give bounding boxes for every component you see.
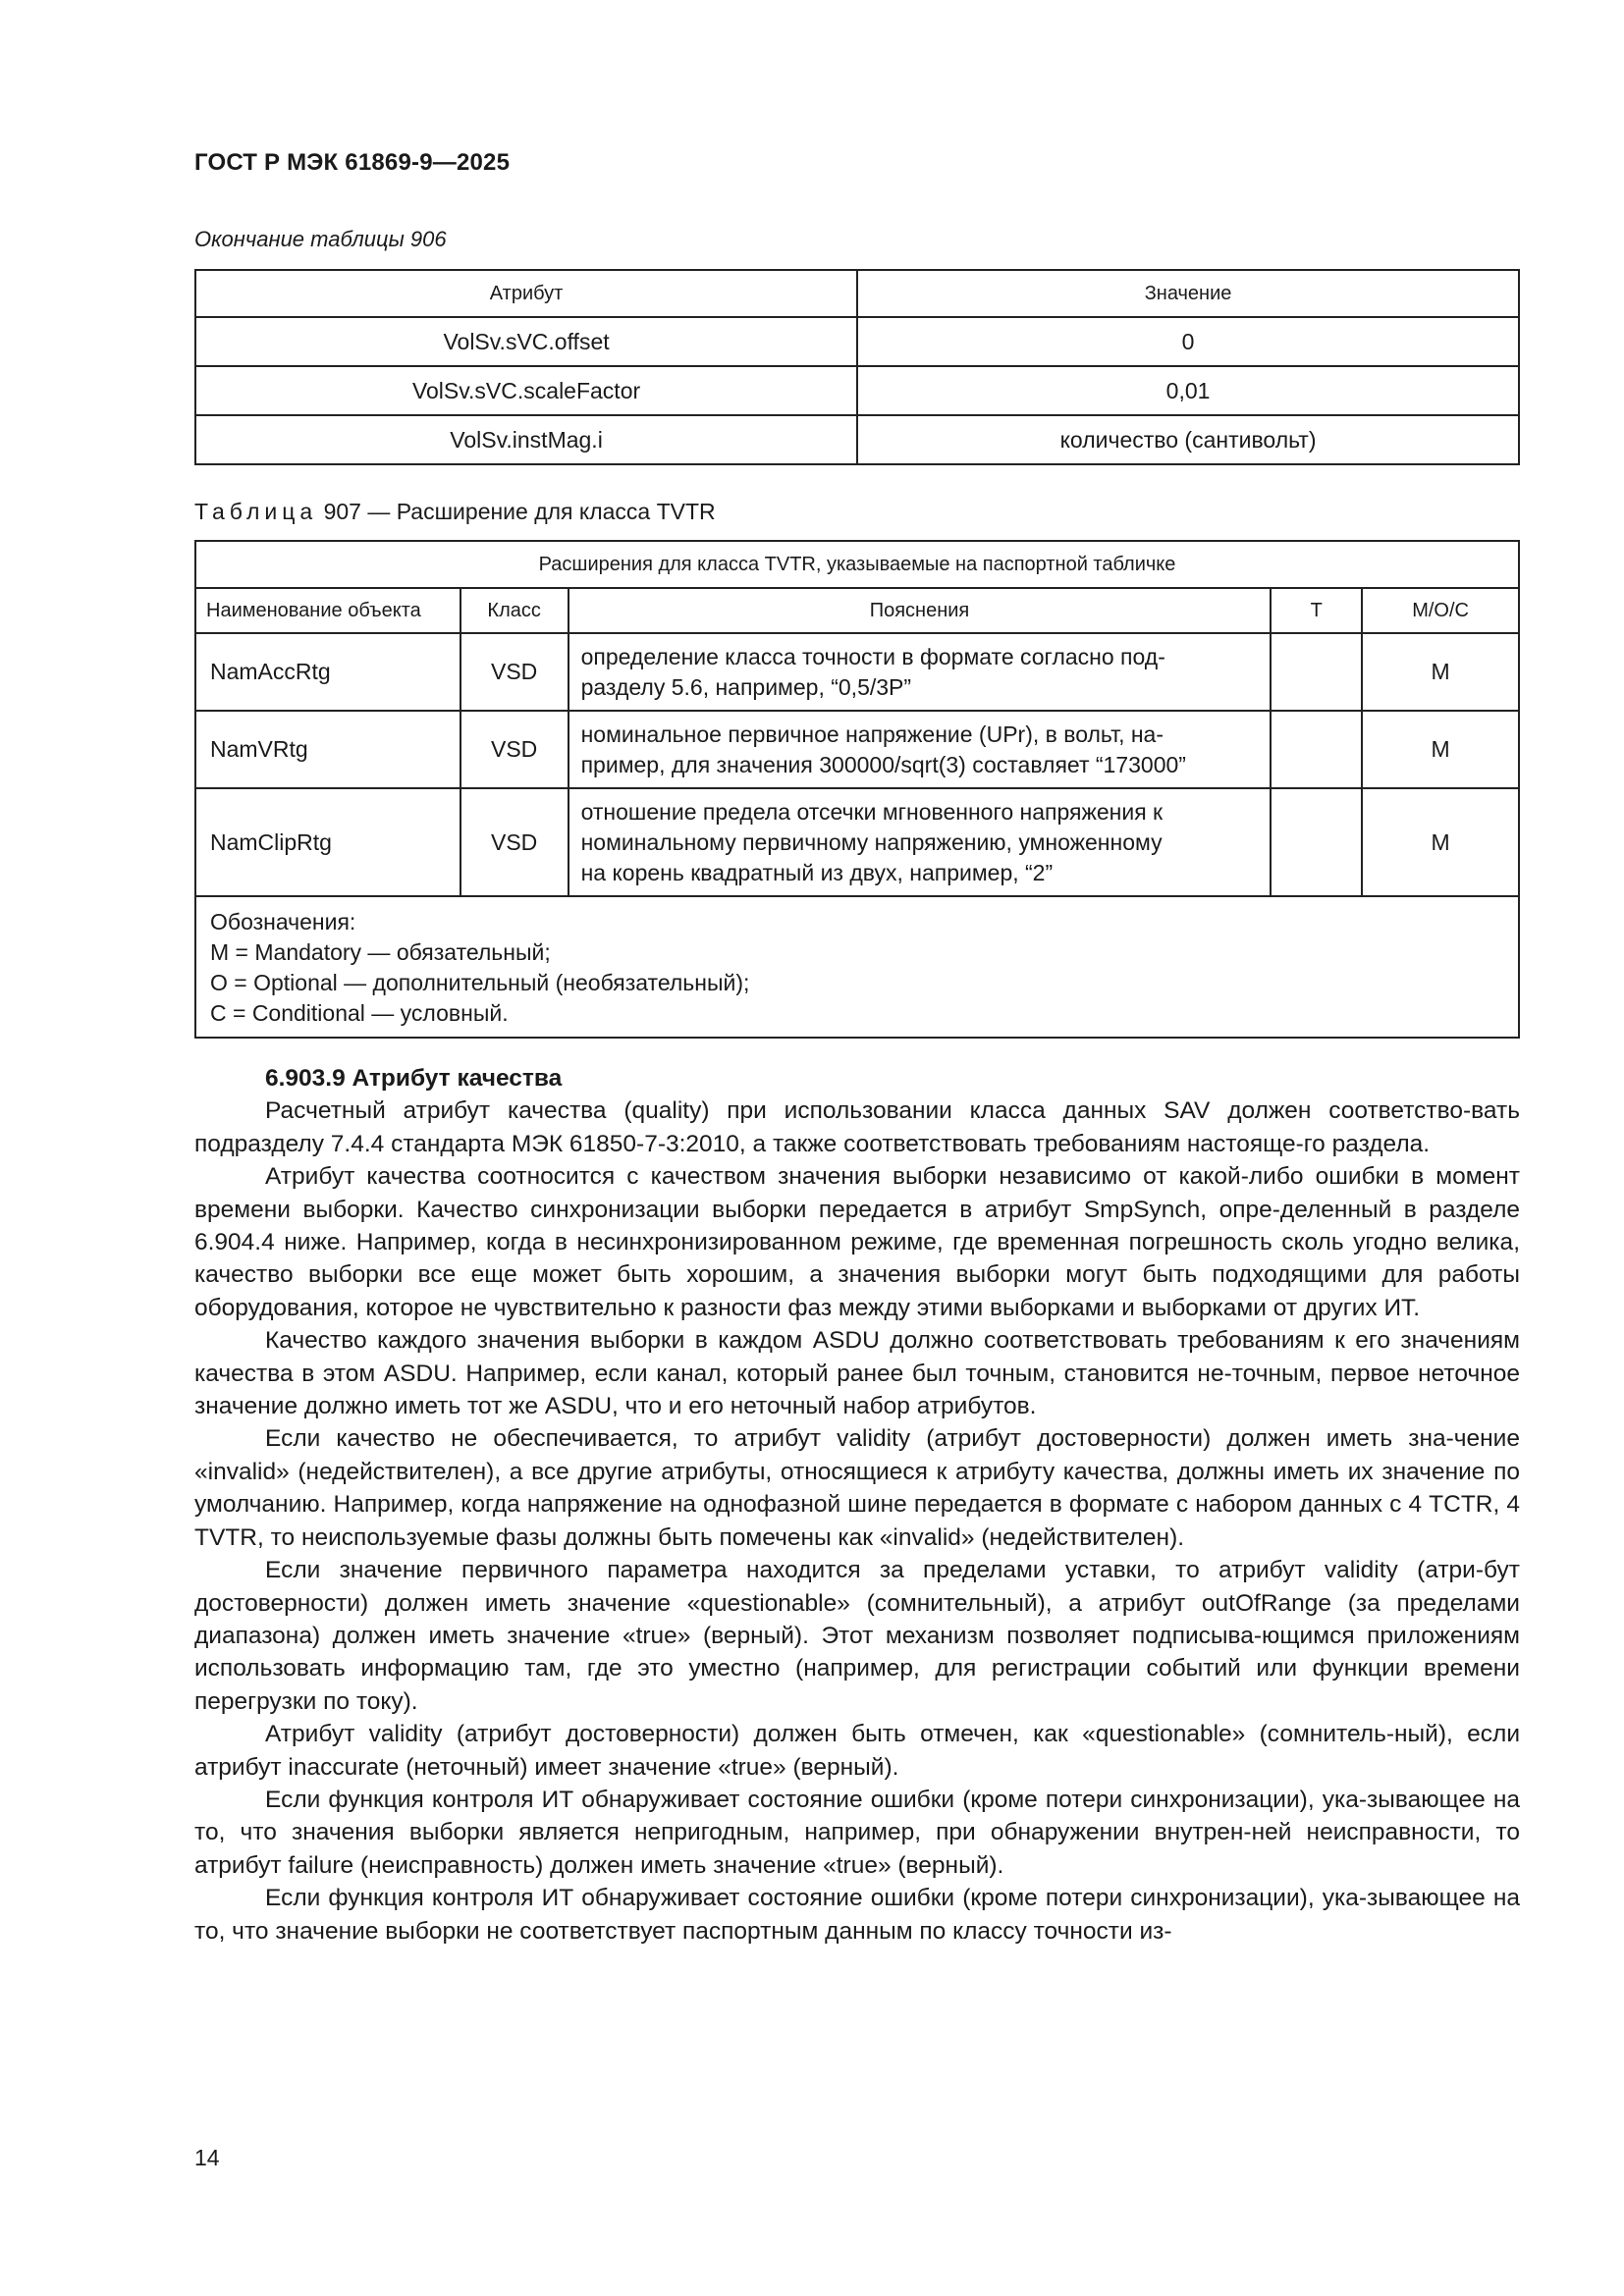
table-header-row bbox=[195, 588, 1519, 633]
column-header: Класс bbox=[460, 588, 568, 633]
explanation-line: номинальному первичному напряжению, умноженному bbox=[580, 828, 1163, 855]
column-header: Наименование объекта bbox=[195, 588, 460, 633]
table-cell: 0 bbox=[857, 317, 1519, 366]
paragraph: Если качество не обеспечивается, то атрибут validity (атрибут достоверности) должен иметь зна-чение «invalid» (недействителен), а все другие атрибуты, относящиеся к атрибуту качества, должны иметь их значение по умолчанию. Например, когда напряжение на однофазной шине передается в формате с набором данных с 4 TCTR, 4 TVTR, то неиспользуемые фазы должны быть помечены как «invalid» (недействителен). bbox=[194, 1425, 1520, 1551]
object-moc: M bbox=[1362, 711, 1519, 788]
object-explanation bbox=[568, 711, 1272, 788]
table-row bbox=[195, 633, 1519, 711]
table-title-row bbox=[195, 541, 1519, 588]
table-cell: количество (сантивольт) bbox=[857, 415, 1519, 464]
legend-line: M = Mandatory — обязательный; bbox=[210, 939, 551, 965]
section-body bbox=[194, 1062, 1520, 1948]
object-class: VSD bbox=[460, 633, 568, 711]
table-row bbox=[195, 788, 1519, 896]
column-header: Пояснения bbox=[568, 588, 1272, 633]
paragraph: Атрибут validity (атрибут достоверности) должен быть отмечен, как «questionable» (сомнитель-ный), если атрибут inaccurate (неточный) имеет значение «true» (верный). bbox=[194, 1721, 1520, 1781]
object-t bbox=[1271, 788, 1362, 896]
table-907-caption bbox=[194, 499, 716, 525]
document-header: ГОСТ Р МЭК 61869-9—2025 bbox=[194, 149, 511, 176]
object-moc: M bbox=[1362, 633, 1519, 711]
paragraph: Если значение первичного параметра находится за пределами уставки, то атрибут validity (атри-бут достоверности) должен иметь значение «questionable» (сомнительный), а атрибут outOfRange (за пределами диапазона) должен иметь значение «true» (верный). Этот механизм позволяет подписыва-ющимся приложениям использовать информацию там, где это уместно (например, для регистрации событий или функции времени перегрузки по току). bbox=[194, 1557, 1520, 1715]
table-907 bbox=[194, 540, 1520, 1039]
table-row bbox=[195, 317, 1519, 366]
table-cell: VolSv.instMag.i bbox=[195, 415, 857, 464]
explanation-line: разделу 5.6, например, “0,5/3P” bbox=[580, 673, 912, 700]
explanation-line: пример, для значения 300000/sqrt(3) составляет “173000” bbox=[580, 751, 1186, 777]
object-name: NamVRtg bbox=[195, 711, 460, 788]
section-title: 6.903.9 Атрибут качества bbox=[265, 1065, 563, 1092]
column-header: M/O/C bbox=[1362, 588, 1519, 633]
column-header: Значение bbox=[857, 270, 1519, 317]
table-cell: VolSv.sVC.offset bbox=[195, 317, 857, 366]
table-row bbox=[195, 711, 1519, 788]
table-title: Расширения для класса TVTR, указываемые на паспортной табличке bbox=[195, 541, 1519, 588]
explanation-line: отношение предела отсечки мгновенного напряжения к bbox=[580, 798, 1164, 825]
object-moc: M bbox=[1362, 788, 1519, 896]
explanation-line: на корень квадратный из двух, например, “2” bbox=[580, 859, 1054, 885]
object-name: NamClipRtg bbox=[195, 788, 460, 896]
table-907-caption-text: 907 — Расширение для класса TVTR bbox=[323, 499, 716, 524]
object-explanation bbox=[568, 633, 1272, 711]
column-header: T bbox=[1271, 588, 1362, 633]
paragraph: Если функция контроля ИТ обнаруживает состояние ошибки (кроме потери синхронизации), ука-зывающее на то, что значение выборки не соответствует паспортным данным по классу точности из- bbox=[194, 1885, 1520, 1945]
explanation-line: номинальное первичное напряжение (UPr), в вольт, на- bbox=[580, 721, 1164, 747]
object-explanation bbox=[568, 788, 1272, 896]
object-name: NamAccRtg bbox=[195, 633, 460, 711]
column-header: Атрибут bbox=[195, 270, 857, 317]
object-class: VSD bbox=[460, 788, 568, 896]
table-legend-row bbox=[195, 896, 1519, 1038]
table-906 bbox=[194, 269, 1520, 465]
page-number: 14 bbox=[194, 2145, 220, 2170]
explanation-line: определение класса точности в формате согласно под- bbox=[580, 643, 1165, 669]
table-cell: VolSv.sVC.scaleFactor bbox=[195, 366, 857, 415]
table-906-caption: Окончание таблицы 906 bbox=[194, 227, 447, 251]
object-t bbox=[1271, 711, 1362, 788]
table-legend bbox=[195, 896, 1519, 1038]
legend-line: C = Conditional — условный. bbox=[210, 1000, 509, 1026]
legend-line: Обозначения: bbox=[210, 909, 356, 934]
table-907-caption-label: Таблица bbox=[194, 499, 318, 524]
table-row bbox=[195, 415, 1519, 464]
table-cell: 0,01 bbox=[857, 366, 1519, 415]
table-header-row bbox=[195, 270, 1519, 317]
legend-line: O = Optional — дополнительный (необязательный); bbox=[210, 970, 750, 995]
table-row bbox=[195, 366, 1519, 415]
paragraph: Расчетный атрибут качества (quality) при использовании класса данных SAV должен соответство-вать подразделу 7.4.4 стандарта МЭК 61850-7-3:2010, а также соответствовать требованиям настояще-го раздела. bbox=[194, 1097, 1520, 1157]
paragraph: Качество каждого значения выборки в каждом ASDU должно соответствовать требованиям к его значениям качества в этом ASDU. Например, если канал, который ранее был точным, становится не-точным, первое неточное значение должно иметь тот же ASDU, что и его неточный набор атрибутов. bbox=[194, 1327, 1520, 1420]
object-t bbox=[1271, 633, 1362, 711]
paragraph: Если функция контроля ИТ обнаруживает состояние ошибки (кроме потери синхронизации), ука-зывающее на то, что значения выборки является непригодным, например, при обнаружении внутрен-ней неисправности, то атрибут failure (неисправность) должен иметь значение «true» (верный). bbox=[194, 1786, 1520, 1879]
object-class: VSD bbox=[460, 711, 568, 788]
paragraph: Атрибут качества соотносится с качеством значения выборки независимо от какой-либо ошибки в момент времени выборки. Качество синхронизации выборки передается в атрибут SmpSynch, опре-деленный в разделе 6.904.4 ниже. Например, когда в несинхронизированном режиме, где временная погрешность сколь угодно велика, качество выборки все еще может быть хорошим, а значения выборки могут быть подходящими для работы оборудования, которое не чувствительно к разности фаз между этими выборками и выборками от других ИТ. bbox=[194, 1163, 1520, 1321]
